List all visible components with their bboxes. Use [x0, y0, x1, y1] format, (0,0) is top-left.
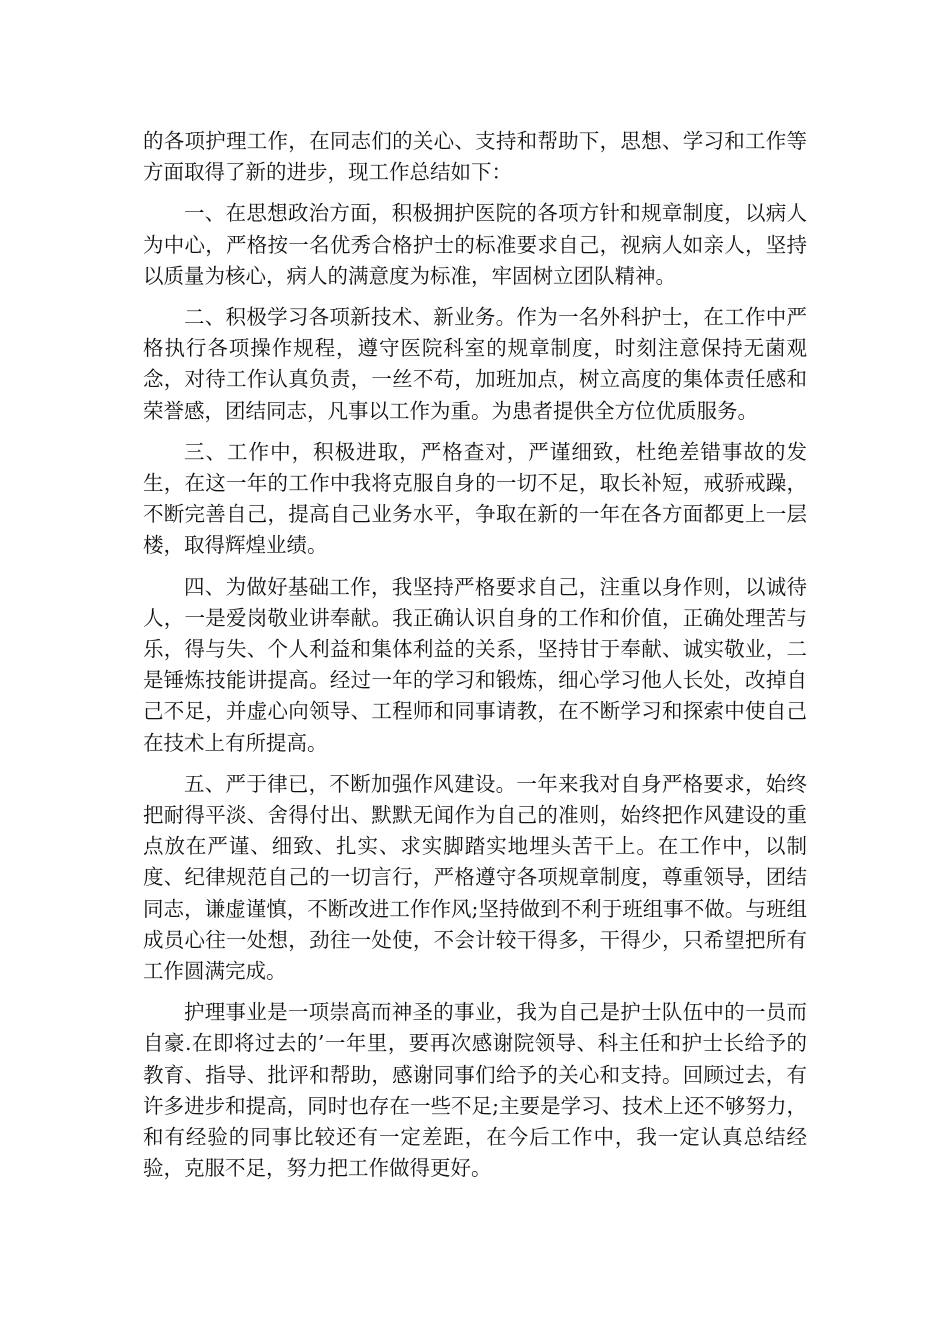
intro-paragraph: 的各项护理工作，在同志们的关心、支持和帮助下，思想、学习和工作等方面取得了新的进步，现工作总结如下： — [143, 129, 807, 185]
paragraph-work: 三、工作中，积极进取，严格查对，严谨细致，杜绝差错事故的发生，在这一年的工作中我将克服自身的一切不足，取长补短，戒骄戒躁，不断完善自己，提高自己业务水平，争取在新的一年在各方面都更上一层楼，取得辉煌业绩。 — [143, 439, 807, 558]
paragraph-conclusion: 护理事业是一项崇高而神圣的事业，我为自己是护士队伍中的一员而自豪.在即将过去的’一年里，要再次感谢院领导、科主任和护士长给予的教育、指导、批评和帮助，感谢同事们给予的关心和支持。回顾过去，有许多进步和提高，同时也存在一些不足;主要是学习、技术上还不够努力，和有经验的同事比较还有一定差距，在今后工作中，我一定认真总结经验，克服不足，努力把工作做得更好。 — [143, 1000, 807, 1181]
paragraph-learning: 二、积极学习各项新技术、新业务。作为一名外科护士，在工作中严格执行各项操作规程，遵守医院科室的规章制度，时刻注意保持无菌观念，对待工作认真负责，一丝不苟，加班加点，树立高度的集体责任感和荣誉感，团结同志，凡事以工作为重。为患者提供全方位优质服务。 — [143, 305, 807, 423]
paragraph-discipline: 五、严于律已，不断加强作风建设。一年来我对自身严格要求，始终把耐得平淡、舍得付出、默默无闻作为自己的准则，始终把作风建设的重点放在严谨、细致、扎实、求实脚踏实地埋头苦干上。在工作中，以制度、纪律规范自己的一切言行，严格遵守各项规章制度，尊重领导，团结同志，谦虚谨慎，不断改进工作作风;坚持做到不利于班组事不做。与班组成员心往一处想，劲往一处使，不会计较干得多，干得少，只希望把所有工作圆满完成。 — [143, 771, 807, 984]
paragraph-political: 一、在思想政治方面，积极拥护医院的各项方针和规章制度，以病人为中心，严格按一名优秀合格护士的标准要求自己，视病人如亲人，坚持以质量为核心，病人的满意度为标准，牢固树立团队精神。 — [143, 201, 807, 288]
paragraph-foundation: 四、为做好基础工作，我坚持严格要求自己，注重以身作则，以诚待人，一是爱岗敬业讲奉献。我正确认识自身的工作和价值，正确处理苦与乐，得与失、个人利益和集体利益的关系，坚持甘于奉献、诚实敬业，二是锤炼技能讲提高。经过一年的学习和锻炼，细心学习他人长处，改掉自己不足，并虚心向领导、工程师和同事请教，在不断学习和探索中使自己在技术上有所提高。 — [143, 574, 807, 755]
document-body — [143, 126, 807, 1195]
